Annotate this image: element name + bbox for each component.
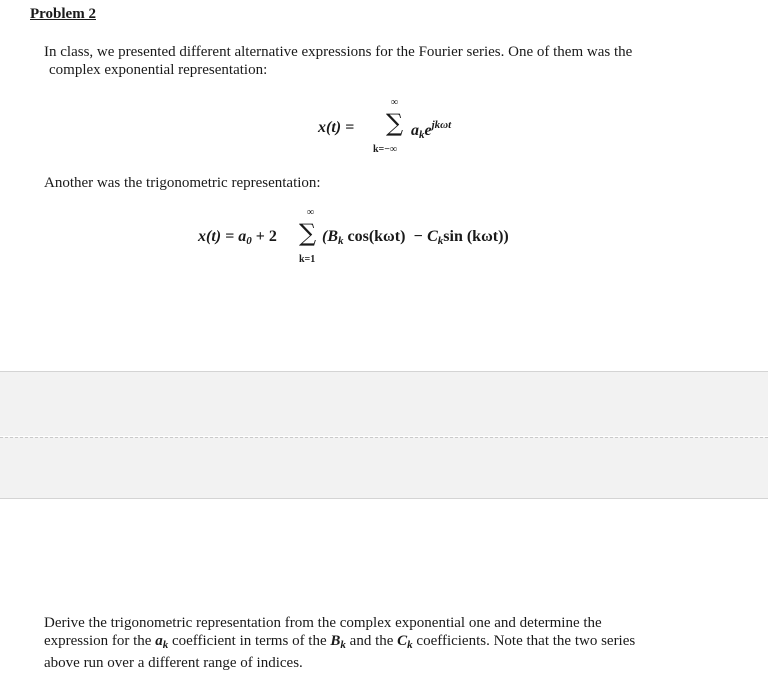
trigonometric-equation: [198, 207, 558, 269]
eq1-sum-upper: ∞: [391, 97, 399, 108]
eq2-c-sub: k: [437, 235, 444, 247]
eq2-lhs-text: x(t) = a: [198, 228, 247, 245]
task-line-2-c: and the: [345, 633, 398, 649]
answer-area-top: [0, 371, 768, 436]
eq2-cos: cos(kωt): [347, 228, 406, 245]
answer-area-bottom: [0, 437, 768, 499]
eq1-base: e: [424, 122, 432, 139]
eq2-plus-two: + 2: [255, 228, 277, 245]
a-k-symbol: $a_k$: [155, 633, 169, 651]
eq2-sum-lower: k=1: [299, 254, 316, 265]
eq2-b-sub: k: [338, 235, 344, 247]
eq1-coef: a: [411, 122, 419, 139]
eq2-lhs-sub: 0: [246, 235, 252, 247]
eq2-sum-upper: ∞: [307, 207, 315, 218]
task-line-1: Derive the trigonometric representation from the complex exponential one and determine the: [44, 615, 602, 631]
b-k-symbol: $B_k$: [330, 633, 346, 651]
task-line-2: [44, 632, 744, 654]
intro-paragraph: [44, 43, 744, 79]
eq2-sin: sin (kωt)): [443, 228, 509, 245]
task-line-2-b: coefficient in terms of the: [168, 633, 331, 649]
complex-exponential-equation: [318, 94, 518, 156]
problem-title: Problem 2: [30, 6, 96, 22]
eq2-open-b: (B: [322, 228, 338, 245]
intro-line-1: In class, we presented different alternative expressions for the Fourier series. One of them was the: [44, 44, 633, 60]
eq1-exponent: jkωt: [431, 119, 452, 131]
eq1-term: [411, 119, 451, 141]
task-line-2-a: expression for the: [44, 633, 156, 649]
eq1-lhs: x(t) =: [318, 119, 355, 136]
task-line-3: above run over a different range of indices.: [44, 655, 303, 671]
eq2-sum-symbol: ∑: [299, 219, 317, 247]
eq1-coef-sub: k: [419, 129, 425, 141]
c-k-symbol: $C_k$: [397, 633, 413, 651]
mid-paragraph: Another was the trigonometric representation:: [44, 175, 321, 191]
eq1-sum-lower: k=−∞: [373, 144, 398, 155]
task-paragraph: [44, 614, 744, 672]
intro-line-2: complex exponential representation:: [49, 62, 268, 78]
eq2-term: [322, 228, 509, 247]
task-line-2-d: coefficients. Note that the two series: [412, 633, 636, 649]
eq1-sum-symbol: ∑: [386, 109, 404, 137]
eq2-lhs: [198, 228, 277, 247]
eq2-minus-c: − C: [413, 228, 438, 245]
